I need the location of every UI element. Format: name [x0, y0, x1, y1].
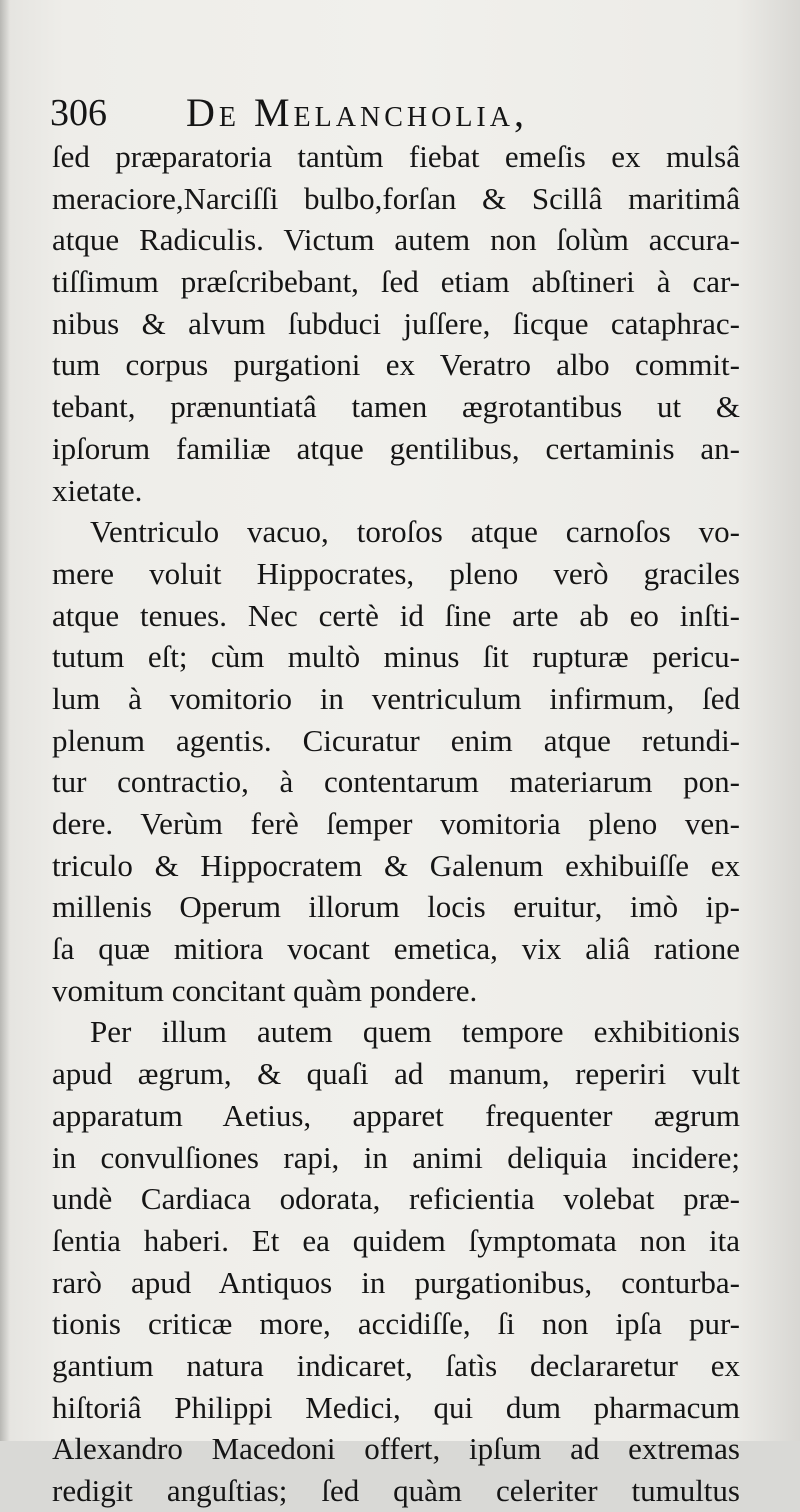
- text-line: Alexandro Macedoni offert, ipſum ad extremas: [52, 1431, 740, 1467]
- text-line: ſa quæ mitiora vocant emetica, vix aliâ ratione: [52, 931, 740, 967]
- text-line: meraciore,Narciſſi bulbo,forſan & Scillâ maritimâ: [52, 180, 740, 216]
- text-line: lum à vomitorio in ventriculum infirmum, ſed: [52, 680, 740, 716]
- text-line: mere voluit Hippocrates, pleno verò graciles: [52, 555, 740, 591]
- text-line: plenum agentis. Cicuratur enim atque retundi-: [52, 722, 740, 758]
- text-line: nibus & alvum ſubduci juſſere, ſicque cataphrac-: [52, 305, 740, 341]
- text-line: tur contractio, à contentarum materiarum pon-: [52, 764, 740, 800]
- text-line: tebant, prænuntiatâ tamen ægrotantibus ut &: [52, 389, 740, 425]
- text-line: in convulſiones rapi, in animi deliquia incidere;: [52, 1139, 740, 1175]
- text-line: gantium natura indicaret, ſatìs declararetur ex: [52, 1347, 740, 1383]
- body-text: [52, 136, 740, 1512]
- text-line: tutum eſt; cùm multò minus ſit rupturæ pericu-: [52, 639, 740, 675]
- text-line: tum corpus purgationi ex Veratro albo commit-: [52, 347, 740, 383]
- text-line: dere. Verùm ferè ſemper vomitoria pleno ven-: [52, 806, 740, 841]
- running-title: De Melancholia,: [186, 90, 528, 135]
- text-line: apud ægrum, & quaſi ad manum, reperiri vult: [52, 1056, 740, 1092]
- text-line: triculo & Hippocratem & Galenum exhibuiſſe ex: [52, 847, 740, 883]
- text-line: atque Radiculis. Victum autem non ſolùm accura-: [52, 222, 740, 258]
- text-line: Ventriculo vacuo, toroſos atque carnoſos vo-: [90, 514, 740, 550]
- text-line: vomitum concitant quàm pondere.: [52, 972, 478, 1008]
- text-line: tionis criticæ more, accidiſſe, ſi non ipſa pur-: [52, 1306, 740, 1342]
- page-header: [50, 88, 750, 138]
- text-line: apparatum Aetius, apparet frequenter ægrum: [52, 1097, 740, 1133]
- text-line: atque tenues. Nec certè id ſine arte ab eo inſti-: [52, 597, 740, 633]
- text-line: rarò apud Antiquos in purgationibus, conturba-: [52, 1264, 740, 1300]
- page-gutter-shadow: [0, 0, 10, 1441]
- page-number: 306: [50, 92, 107, 134]
- text-line: hiſtoriâ Philippi Medici, qui dum pharmacum: [52, 1389, 740, 1425]
- text-line: millenis Operum illorum locis eruitur, imò ip-: [52, 889, 740, 925]
- text-line: xietate.: [52, 472, 143, 508]
- text-line: undè Cardiaca odorata, reficientia volebat præ-: [52, 1181, 740, 1217]
- text-line: ipſorum familiæ atque gentilibus, certaminis an-: [52, 430, 740, 466]
- text-line: ſed præparatoria tantùm fiebat emeſis ex mulsâ: [52, 139, 740, 174]
- text-line: ſentia haberi. Et ea quidem ſymptomata non ita: [52, 1222, 740, 1258]
- text-line: redigit anguſtias; ſed quàm celeriter tumultus: [52, 1473, 740, 1508]
- text-line: tiſſimum præſcribebant, ſed etiam abſtineri à car-: [52, 264, 740, 300]
- text-line: Per illum autem quem tempore exhibitionis: [90, 1014, 740, 1050]
